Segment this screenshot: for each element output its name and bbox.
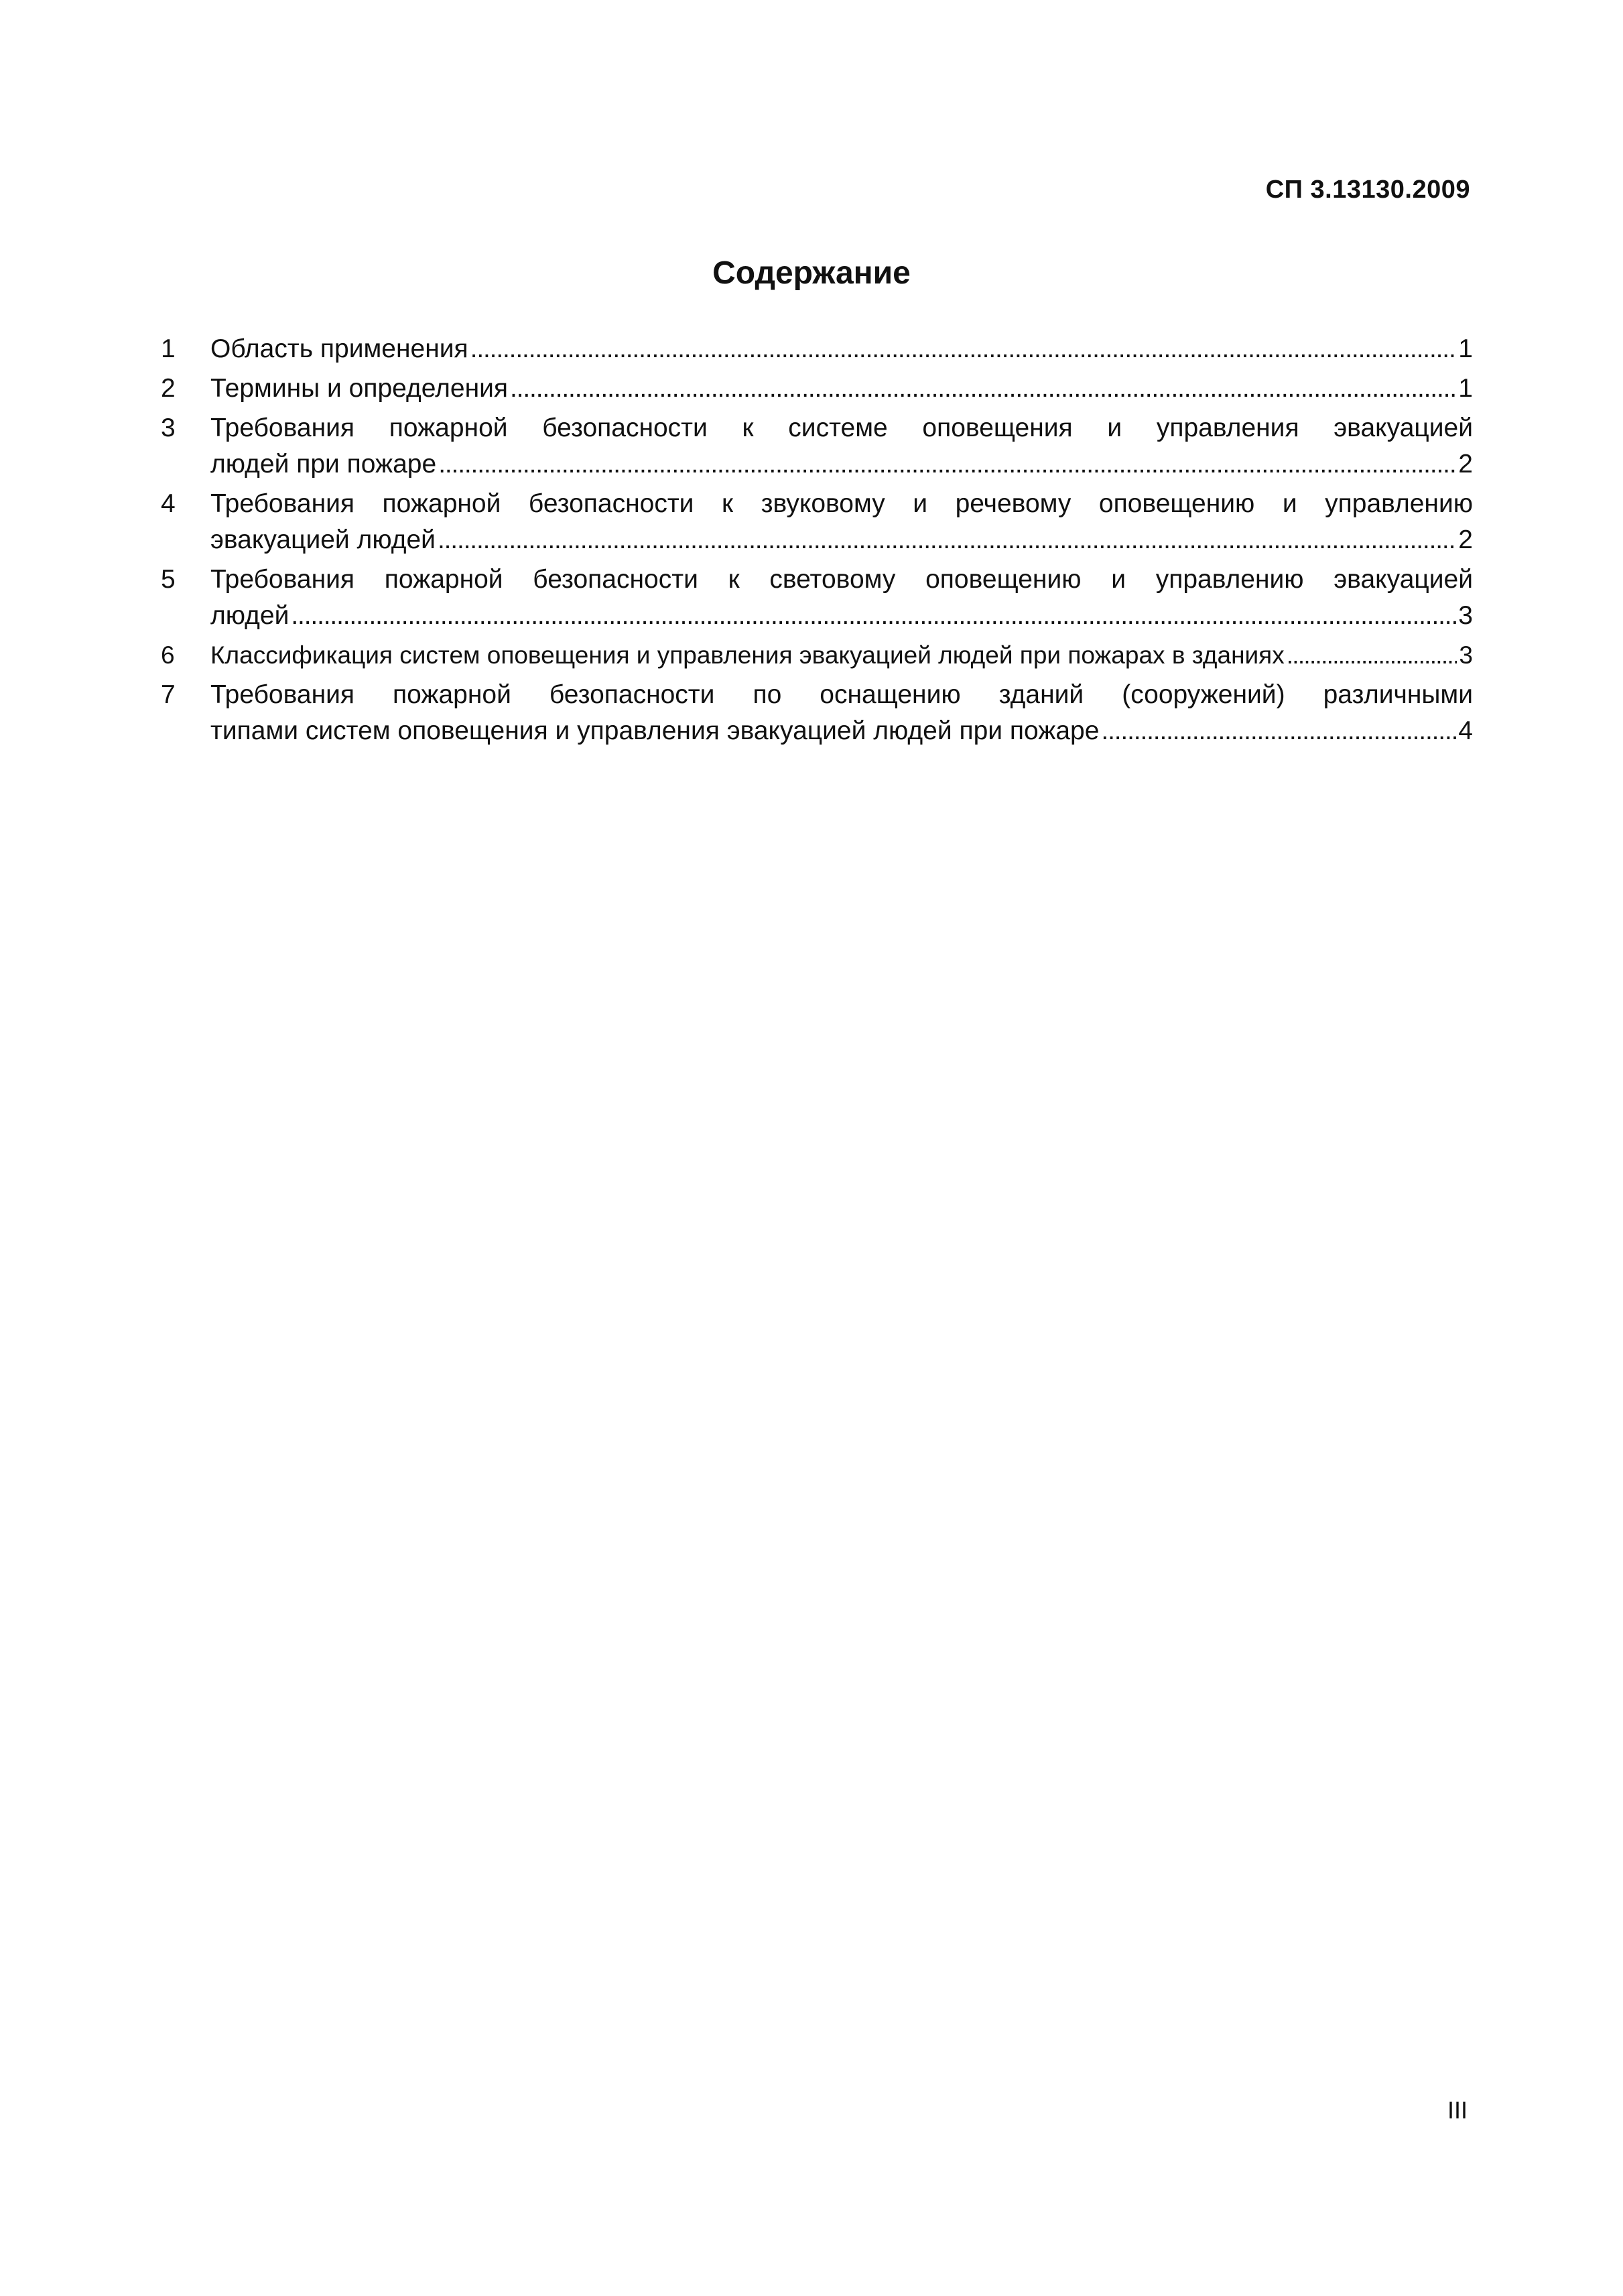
toc-entry-page: 4 bbox=[1458, 716, 1473, 745]
dot-leader bbox=[1101, 713, 1456, 749]
toc-entry-number: 7 bbox=[161, 680, 176, 709]
dot-leader bbox=[510, 371, 1456, 407]
toc-entry-page: 1 bbox=[1458, 374, 1473, 403]
dot-leader bbox=[438, 522, 1456, 558]
toc-title: Содержание bbox=[712, 255, 911, 291]
dot-leader bbox=[291, 598, 1456, 634]
toc-entry-page: 2 bbox=[1458, 525, 1473, 554]
toc-entry-title: эвакуацией людей bbox=[210, 525, 436, 554]
table-of-contents bbox=[161, 331, 1473, 753]
dot-leader bbox=[438, 446, 1456, 483]
toc-entry-5[interactable] bbox=[161, 562, 1473, 634]
toc-entry-title: Классификация систем оповещения и управления эвакуацией людей при пожарах в зданиях bbox=[210, 641, 1285, 669]
toc-entry-page: 3 bbox=[1458, 601, 1473, 630]
toc-entry-page: 1 bbox=[1458, 334, 1473, 363]
toc-entry-number: 5 bbox=[161, 565, 176, 594]
toc-entry-title: типами систем оповещения и управления эвакуацией людей при пожаре bbox=[210, 716, 1100, 745]
toc-entry-3[interactable] bbox=[161, 410, 1473, 483]
toc-entry-title-line: Требования пожарной безопасности к световому оповещению и управлению эвакуацией bbox=[210, 565, 1473, 594]
toc-entry-title: людей bbox=[210, 601, 289, 630]
toc-entry-number: 3 bbox=[161, 413, 176, 442]
toc-entry-7[interactable] bbox=[161, 677, 1473, 749]
toc-entry-title: Область применения bbox=[210, 334, 468, 363]
toc-entry-number: 2 bbox=[161, 374, 176, 403]
toc-entry-number: 6 bbox=[161, 641, 175, 669]
toc-entry-4[interactable] bbox=[161, 486, 1473, 558]
toc-entry-page: 2 bbox=[1458, 450, 1473, 479]
toc-entry-title: людей при пожаре bbox=[210, 450, 437, 479]
toc-entry-number: 1 bbox=[161, 334, 176, 363]
toc-entry-1[interactable] bbox=[161, 331, 1473, 367]
dot-leader bbox=[470, 331, 1457, 367]
toc-entry-title: Термины и определения bbox=[210, 374, 509, 403]
toc-entry-title-line: Требования пожарной безопасности к системе оповещения и управления эвакуацией bbox=[210, 413, 1473, 442]
toc-entry-number: 4 bbox=[161, 489, 176, 518]
toc-entry-title-line: Требования пожарной безопасности к звуковому и речевому оповещению и управлению bbox=[210, 489, 1473, 518]
page-number: III bbox=[1447, 2096, 1468, 2124]
dot-leader bbox=[1287, 637, 1457, 674]
toc-entry-title-line: Требования пожарной безопасности по оснащению зданий (сооружений) различными bbox=[210, 680, 1473, 709]
document-code: СП 3.13130.2009 bbox=[1265, 176, 1470, 204]
toc-entry-page: 3 bbox=[1459, 641, 1473, 669]
toc-entry-6[interactable] bbox=[161, 637, 1473, 674]
toc-entry-2[interactable] bbox=[161, 371, 1473, 407]
